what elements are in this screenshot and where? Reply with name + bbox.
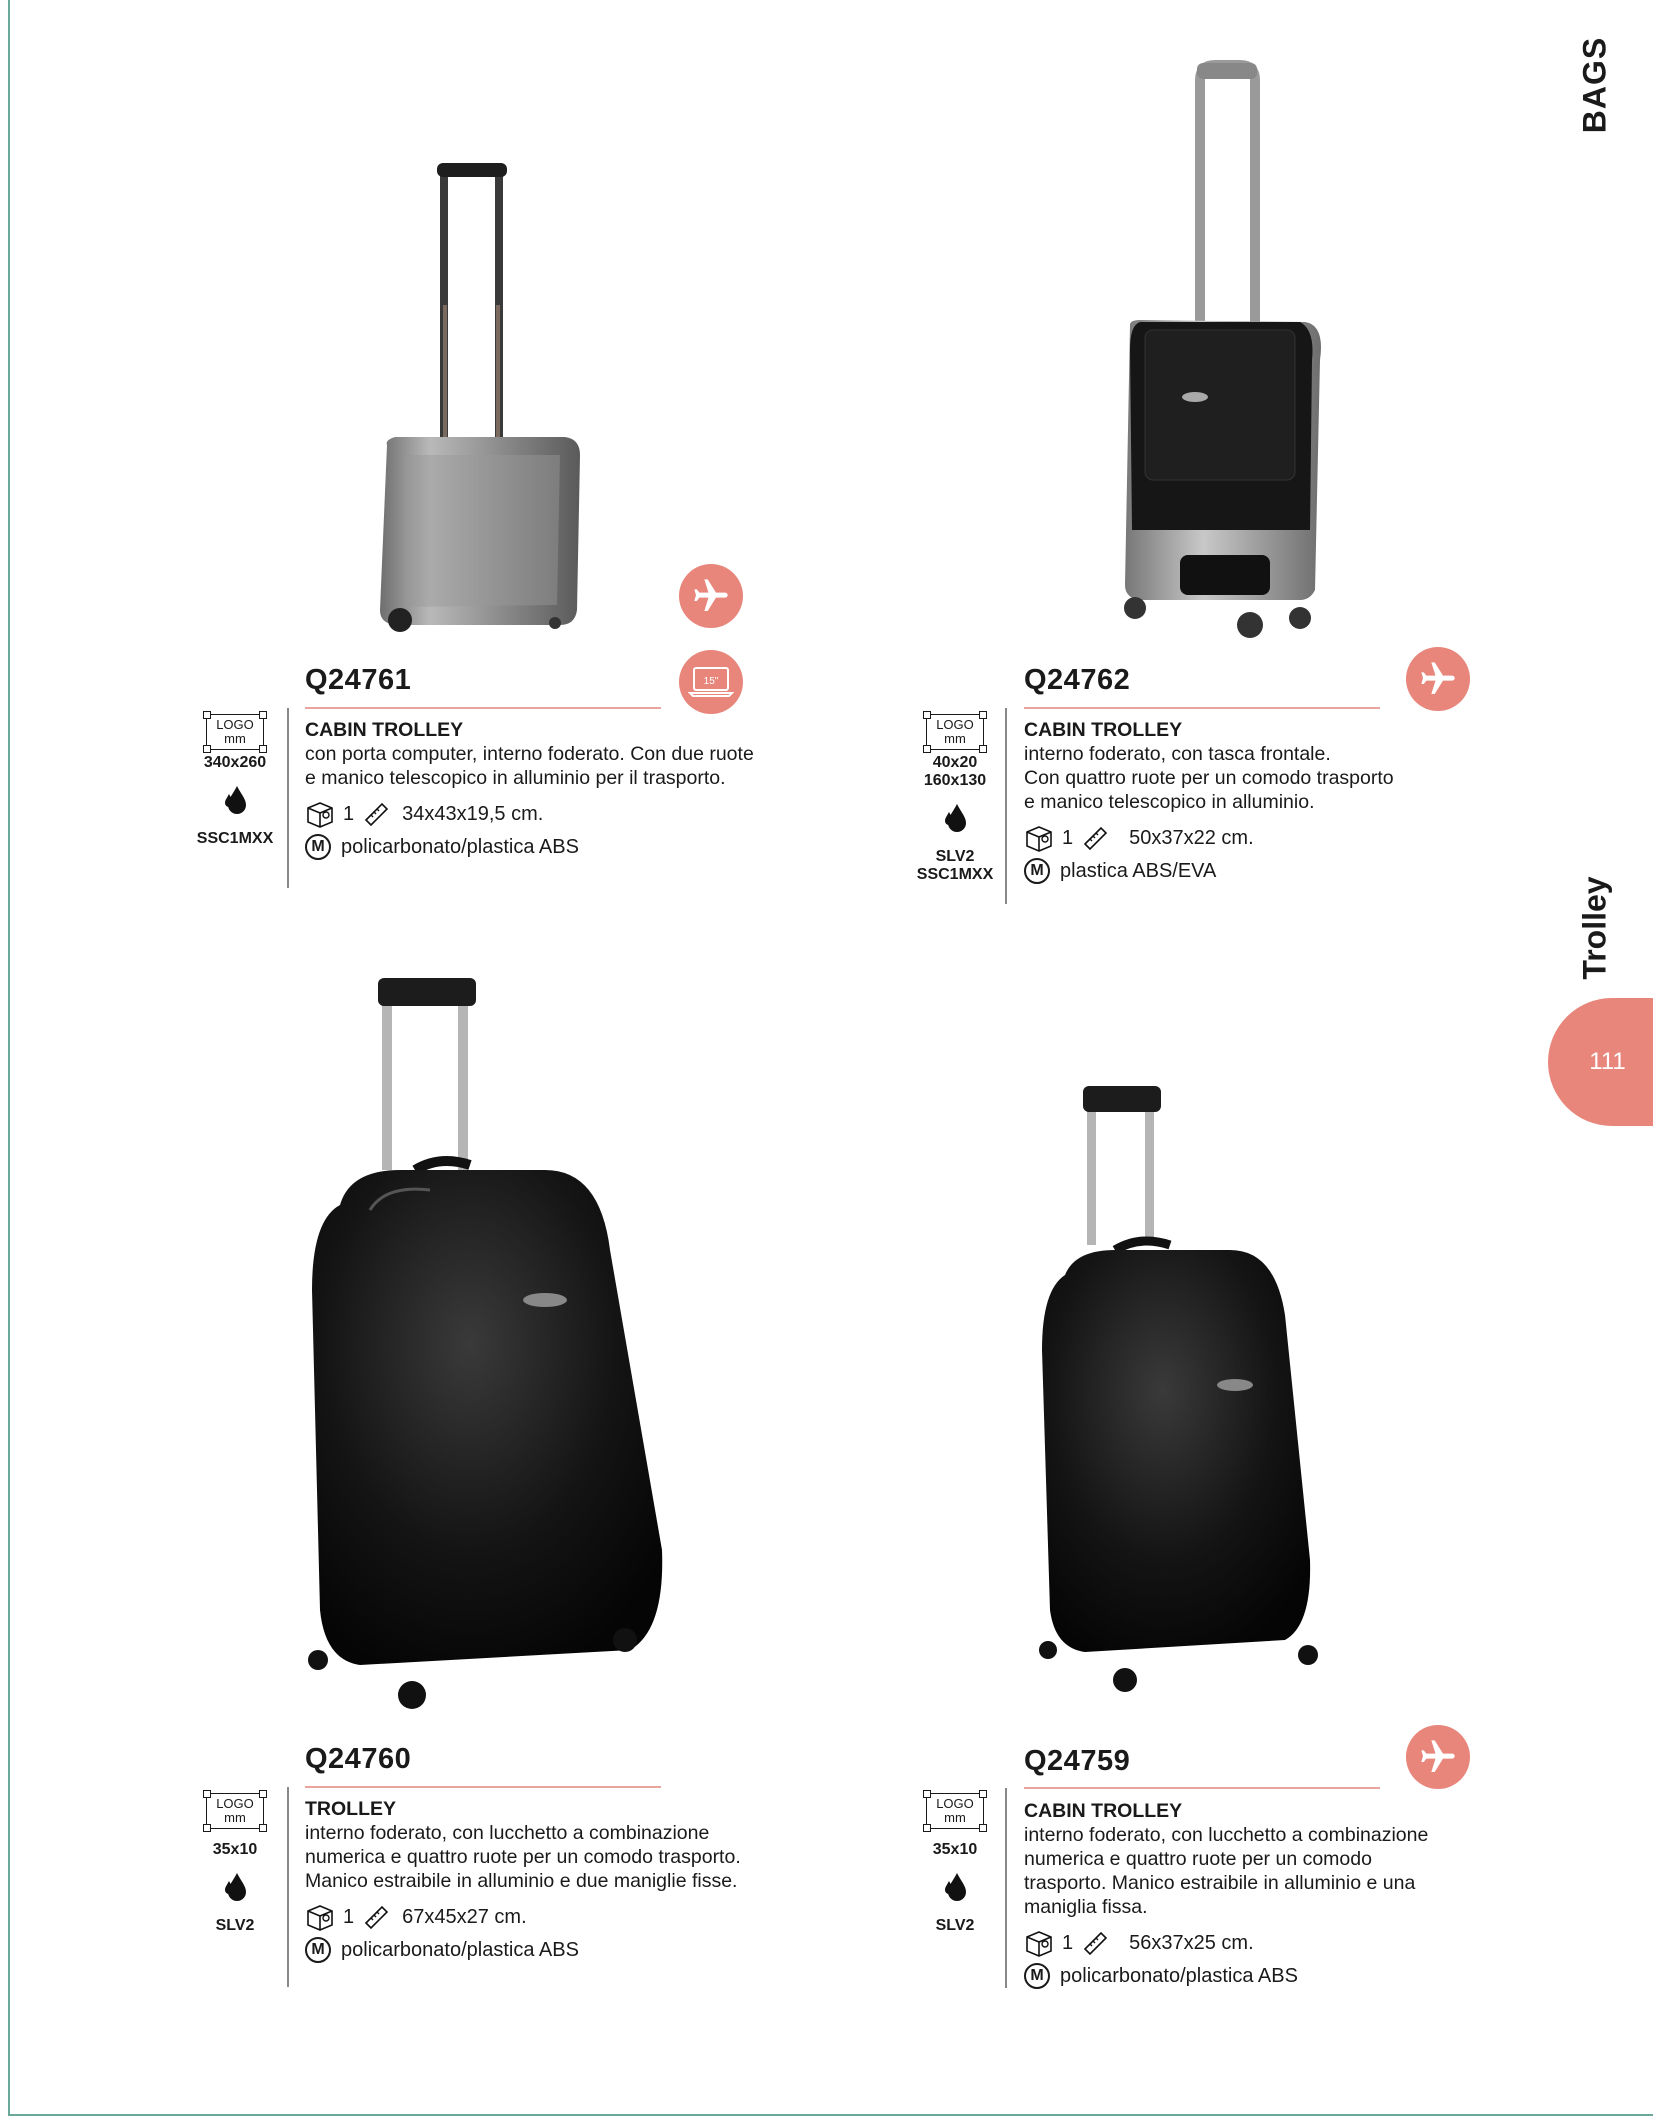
logo-unit: mm bbox=[944, 731, 966, 746]
product-desc-line: maniglia fissa. bbox=[1024, 1896, 1148, 1918]
divider bbox=[1005, 1788, 1007, 1988]
logo-size: 160x130 bbox=[923, 772, 987, 789]
package-qty: 1 bbox=[1062, 827, 1074, 849]
category-label bbox=[1575, 20, 1615, 150]
product-info bbox=[1024, 1799, 1544, 1989]
product-size: 56x37x25 cm. bbox=[1129, 1932, 1254, 1954]
product-code: Q24762 bbox=[1024, 664, 1131, 696]
product-desc-line: interno foderato, con lucchetto a combinazione bbox=[1024, 1824, 1429, 1846]
ruler-icon bbox=[362, 1903, 390, 1931]
divider bbox=[287, 708, 289, 888]
product-desc-line: numerica e quattro ruote per un comodo trasporto. bbox=[305, 1846, 741, 1868]
product-code: Q24759 bbox=[1024, 1745, 1131, 1777]
airplane-badge-q24759 bbox=[1406, 1725, 1470, 1789]
divider bbox=[287, 1787, 289, 1987]
box-icon bbox=[305, 1903, 335, 1931]
product-desc-line: Con quattro ruote per un comodo trasporto bbox=[1024, 767, 1394, 789]
logo-area-icon bbox=[926, 714, 984, 750]
product-code: Q24760 bbox=[305, 1743, 412, 1775]
product-desc-line: con porta computer, interno foderato. Con due ruote bbox=[305, 743, 754, 765]
print-code: SSC1MXX bbox=[916, 866, 994, 883]
logo-area-icon bbox=[926, 1793, 984, 1829]
ink-drop-icon bbox=[942, 802, 968, 832]
logo-area-icon bbox=[206, 714, 264, 750]
logo-area-icon bbox=[206, 1793, 264, 1829]
product-image-q24759 bbox=[1030, 1080, 1360, 1720]
spec-row bbox=[305, 800, 825, 828]
print-code: SSC1MXX bbox=[196, 830, 274, 847]
product-desc-line: Manico estraibile in alluminio e due maniglie fisse. bbox=[305, 1870, 738, 1892]
logo-label: LOGO bbox=[936, 1796, 974, 1811]
product-title: CABIN TROLLEY bbox=[305, 719, 464, 741]
logo-unit: mm bbox=[224, 731, 246, 746]
product-material: policarbonato/plastica ABS bbox=[341, 1939, 579, 1961]
code-underline bbox=[1024, 1787, 1380, 1789]
product-desc-line: trasporto. Manico estraibile in alluminio e una bbox=[1024, 1872, 1416, 1894]
product-image-q24761 bbox=[365, 155, 665, 635]
logo-label: LOGO bbox=[216, 1796, 254, 1811]
box-icon bbox=[1024, 1929, 1054, 1957]
material-icon: M bbox=[305, 1937, 331, 1963]
package-qty: 1 bbox=[1062, 1932, 1074, 1954]
product-desc-line: e manico telescopico in alluminio. bbox=[1024, 791, 1315, 813]
logo-size: 340x260 bbox=[203, 754, 267, 771]
spec-row bbox=[305, 1903, 845, 1931]
product-title: CABIN TROLLEY bbox=[1024, 719, 1183, 741]
product-desc-line: e manico telescopico in alluminio per il trasporto. bbox=[305, 767, 726, 789]
ink-drop-icon bbox=[222, 784, 248, 814]
product-title: TROLLEY bbox=[305, 1798, 396, 1820]
code-underline bbox=[305, 1786, 661, 1788]
code-underline bbox=[305, 707, 661, 709]
box-icon bbox=[305, 800, 335, 828]
print-code: SLV2 bbox=[935, 1917, 975, 1934]
product-info bbox=[305, 718, 825, 860]
laptop-badge-q24761 bbox=[679, 650, 743, 714]
airplane-badge-q24762 bbox=[1406, 647, 1470, 711]
product-info bbox=[305, 1797, 845, 1963]
product-info bbox=[1024, 718, 1544, 884]
product-size: 34x43x19,5 cm. bbox=[402, 803, 544, 825]
product-desc-line: interno foderato, con lucchetto a combinazione bbox=[305, 1822, 710, 1844]
material-icon: M bbox=[305, 834, 331, 860]
product-material: policarbonato/plastica ABS bbox=[341, 836, 579, 858]
page-number: 111 bbox=[1589, 1048, 1626, 1075]
product-material: plastica ABS/EVA bbox=[1060, 860, 1217, 882]
ruler-icon bbox=[362, 800, 390, 828]
laptop-15-icon bbox=[688, 665, 734, 699]
section-text: Trolley bbox=[1576, 876, 1613, 980]
material-row bbox=[1024, 1963, 1544, 1989]
box-icon bbox=[1024, 824, 1054, 852]
product-image-q24762 bbox=[1090, 60, 1330, 640]
logo-label: LOGO bbox=[216, 717, 254, 732]
product-material: policarbonato/plastica ABS bbox=[1060, 1965, 1298, 1987]
logo-size: 35x10 bbox=[932, 1841, 978, 1858]
ink-drop-icon bbox=[222, 1871, 248, 1901]
airplane-icon bbox=[691, 576, 731, 616]
product-code: Q24761 bbox=[305, 664, 412, 696]
logo-unit: mm bbox=[224, 1810, 246, 1825]
print-code: SLV2 bbox=[215, 1917, 255, 1934]
logo-size: 40x20 bbox=[932, 754, 978, 771]
material-row bbox=[305, 834, 825, 860]
airplane-badge-q24761 bbox=[679, 564, 743, 628]
print-info bbox=[190, 714, 280, 848]
product-title: CABIN TROLLEY bbox=[1024, 1800, 1183, 1822]
product-size: 50x37x22 cm. bbox=[1129, 827, 1254, 849]
product-size: 67x45x27 cm. bbox=[402, 1906, 527, 1928]
material-row bbox=[305, 1937, 845, 1963]
divider bbox=[1005, 708, 1007, 904]
package-qty: 1 bbox=[343, 1906, 355, 1928]
ink-drop-icon bbox=[942, 1871, 968, 1901]
package-qty: 1 bbox=[343, 803, 355, 825]
laptop-size-label: 15" bbox=[703, 676, 719, 687]
ruler-icon bbox=[1081, 824, 1109, 852]
material-icon: M bbox=[1024, 858, 1050, 884]
print-info bbox=[190, 1793, 280, 1935]
print-info bbox=[910, 714, 1000, 884]
airplane-icon bbox=[1418, 1737, 1458, 1777]
print-info bbox=[910, 1793, 1000, 1935]
logo-label: LOGO bbox=[936, 717, 974, 732]
ruler-icon bbox=[1081, 1929, 1109, 1957]
material-row bbox=[1024, 858, 1544, 884]
code-underline bbox=[1024, 707, 1380, 709]
category-text: BAGS bbox=[1576, 36, 1613, 134]
logo-size: 35x10 bbox=[212, 1841, 258, 1858]
print-code: SLV2 bbox=[935, 848, 975, 865]
product-desc-line: interno foderato, con tasca frontale. bbox=[1024, 743, 1331, 765]
spec-row bbox=[1024, 824, 1544, 852]
logo-unit: mm bbox=[944, 1810, 966, 1825]
airplane-icon bbox=[1418, 659, 1458, 699]
material-icon: M bbox=[1024, 1963, 1050, 1989]
section-label bbox=[1575, 858, 1615, 998]
spec-row bbox=[1024, 1929, 1544, 1957]
product-image-q24760 bbox=[300, 970, 700, 1720]
product-desc-line: numerica e quattro ruote per un comodo bbox=[1024, 1848, 1372, 1870]
